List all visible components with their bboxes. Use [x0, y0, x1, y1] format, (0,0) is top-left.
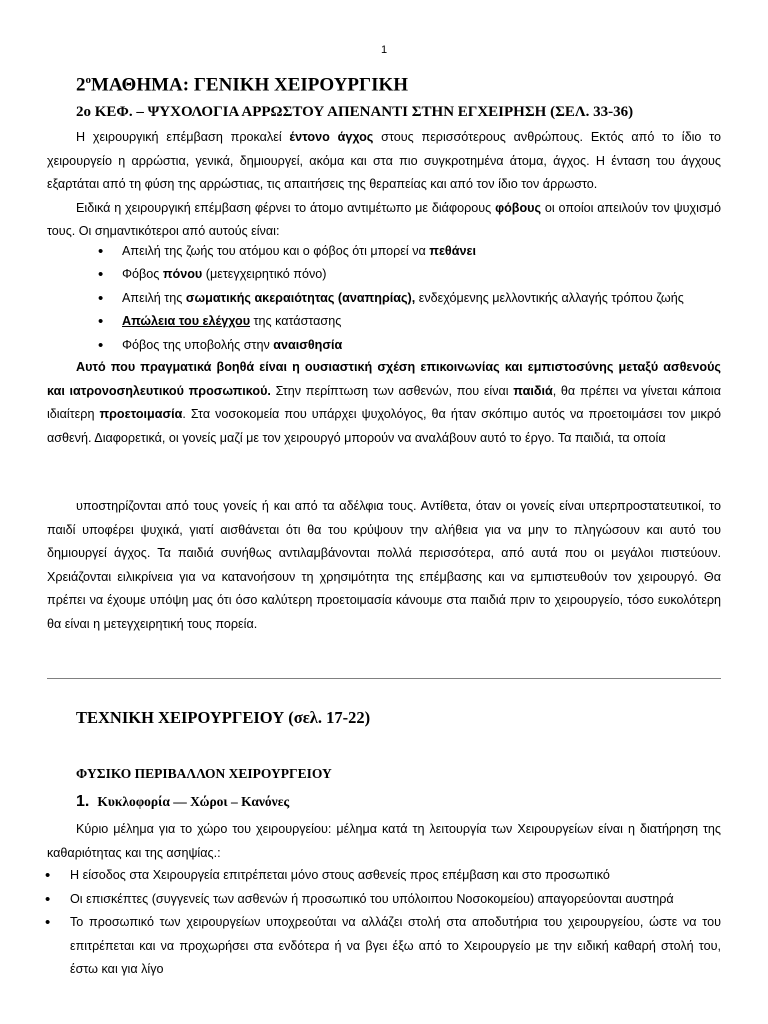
bold-text: πεθάνει: [429, 244, 476, 258]
text-run: οι οποίοι απειλούν τον ψυχισμό τους. Οι σημαντικότεροι από αυτούς είναι:: [47, 200, 721, 239]
bold-underlined-text: Απώλεια του ελέγχου: [122, 314, 251, 329]
paragraph-children: [47, 356, 721, 450]
chapter-subtitle: 2ο ΚΕΦ. – ΨΥΧΟΛΟΓΙΑ ΑΡΡΩΣΤΟΥ ΑΠΕΝΑΝΤΙ ΣΤΗΝ ΕΓΧΕΙΡΗΣΗ (ΣΕΛ. 33-36): [76, 104, 634, 120]
rules-list: [47, 864, 721, 982]
intro-paragraphs: [47, 126, 721, 244]
page-number: 1: [380, 44, 388, 56]
text-run: Φόβος της υποβολής στην: [122, 337, 274, 352]
paragraph-fears: [47, 197, 721, 244]
list-item: [76, 334, 721, 357]
text-run: . Στα νοσοκομεία που υπάρχει ψυχολόγος, θα ήταν σκόπιμο αυτός να προετοιμάσει τον μικρό ασθενή. Διαφορετικά, οι γονείς μαζί με τον χειρουργό μπορούν να αναλάβουν αυτό το έργο. Τα παιδιά, τα οποία: [47, 407, 721, 445]
heading-text: Κυκλοφορία — Χώροι – Κανόνες: [97, 794, 290, 809]
list-item: [76, 263, 721, 286]
subsection-title: ΦΥΣΙΚΟ ΠΕΡΙΒΑΛΛΟΝ ΧΕΙΡΟΥΡΓΕΙΟΥ: [76, 766, 332, 781]
paragraph-text: υποστηρίζονται από τους γονείς ή και από τα αδέλφια τους. Αντίθετα, όταν οι γονείς είναι υπερπροστατευτικοί, το παιδί υποφέρει ψυχικά, γιατί αισθάνεται ότι θα του κρύψουν την αλήθεια για να μην το πληγώσουν και αυτό του δημιουργεί άγχος. Τα παιδιά συνήθως αντιλαμβάνονται πολλά περισσότερα, από αυτά που οι μεγάλοι πιστεύουν. Χρειάζονται ειλικρίνεια για να κατανοήσουν τη χρησιμότητα της επέμβασης και να εμπιστευθούν τον χειρουργό. Θα πρέπει να έχουμε υπόψη μας ότι όσο καλύτερη προετοιμασία κάνουμε στα παιδιά πριν το χειρουργείο, τόσο ευκολότερη θα είναι η μετεγχειρητική τους πορεία.: [47, 499, 721, 631]
list-item: [76, 287, 721, 310]
list-item: [76, 240, 721, 263]
fears-list: [76, 240, 721, 357]
title-text: ΜΑΘΗΜΑ: ΓΕΝΙΚΗ ΧΕΙΡΟΥΡΓΙΚΗ: [91, 74, 409, 96]
title-prefix: 2: [76, 74, 86, 96]
bold-text: προετοιμασία: [99, 407, 183, 422]
text-run: της κατάστασης: [250, 314, 342, 329]
paragraph-parents: [47, 495, 721, 637]
paragraph-text: Κύριο μέλημα για το χώρο του χειρουργείου: μέλημα κατά τη λειτουργία των Χειρουργείων είναι η διατήρηση της καθαριότητας και της ασηψίας.:: [47, 822, 721, 860]
bold-text: πόνου: [162, 267, 203, 282]
text-run: ενδεχόμενης μελλοντικής αλλαγής τρόπου ζωής: [415, 290, 684, 305]
paragraph-anxiety: [47, 126, 721, 197]
bold-text: παιδιά: [513, 383, 553, 398]
text-run: Ειδικά η χειρουργική επέμβαση φέρνει το άτομο αντιμέτωπο με διάφορους: [76, 200, 496, 215]
list-item: • Οι επισκέπτες (συγγενείς των ασθενών ή προσωπικό του υπόλοιπου Νοσοκομείου) απαγορεύονται αυστηρά: [47, 888, 721, 912]
bold-text: αναισθησία: [273, 337, 343, 352]
text-run: Απειλή της ζωής του ατόμου και ο φόβος ότι μπορεί να: [122, 244, 430, 258]
bold-text: Αυτό που πραγματικά βοηθά είναι η ουσιαστική σχέση επικοινωνίας και εμπιστοσύνης μεταξύ ασθενούς και ιατρονοσηλευτικού προσωπικού.: [47, 360, 721, 398]
text-run: , θα πρέπει να γίνεται κάποια ιδιαίτερη: [47, 383, 721, 422]
bold-text: φόβους: [495, 200, 542, 215]
list-item: [76, 310, 721, 333]
title-superscript: ο: [85, 74, 91, 86]
section-divider: [47, 678, 721, 679]
page-title: [76, 74, 408, 96]
text-run: Η χειρουργική επέμβαση προκαλεί: [76, 130, 290, 144]
section-title: ΤΕΧΝΙΚΗ ΧΕΙΡΟΥΡΓΕΙΟΥ (σελ. 17-22): [76, 708, 371, 727]
paragraph-cleanliness: [47, 818, 721, 865]
bold-text: έντονο άγχος: [289, 130, 374, 144]
text-run: στους περισσότερους ανθρώπους. Εκτός από το ίδιο το χειρουργείο η αρρώστια, γενικά, δημιουργεί, ακόμα και στα πιο συγκροτημένα άτομα, άγχος. Η ένταση του άγχους εξαρτάται από τη φύση της αρρώστιας, τις απαιτήσεις της θεραπείας και από τον ίδιο τον άρρωστο.: [47, 130, 721, 192]
bold-text: σωματικής ακεραιότητας (αναπηρίας),: [185, 290, 416, 305]
numbered-heading: [76, 793, 289, 811]
text-run: Φόβος: [122, 267, 163, 282]
text-run: Απειλή της: [122, 290, 186, 305]
list-item: • Η είσοδος στα Χειρουργεία επιτρέπεται μόνο στους ασθενείς προς επέμβαση και στο προσωπικό: [47, 864, 721, 888]
text-run: Στην περίπτωση των ασθενών, που είναι: [270, 383, 514, 398]
text-run: (μετεγχειρητικό πόνο): [202, 267, 327, 282]
heading-number: 1.: [76, 793, 90, 810]
list-item: • Το προσωπικό των χειρουργείων υποχρεούται να αλλάζει στολή στα αποδυτήρια του χειρουργείου, ώστε να του επιτρέπεται και να προχωρήσει στα ενδότερα ή να βγει έξω από το Χειρουργείο με την ειδική καθαρή στολή του, έστω και για λίγο: [47, 911, 721, 982]
